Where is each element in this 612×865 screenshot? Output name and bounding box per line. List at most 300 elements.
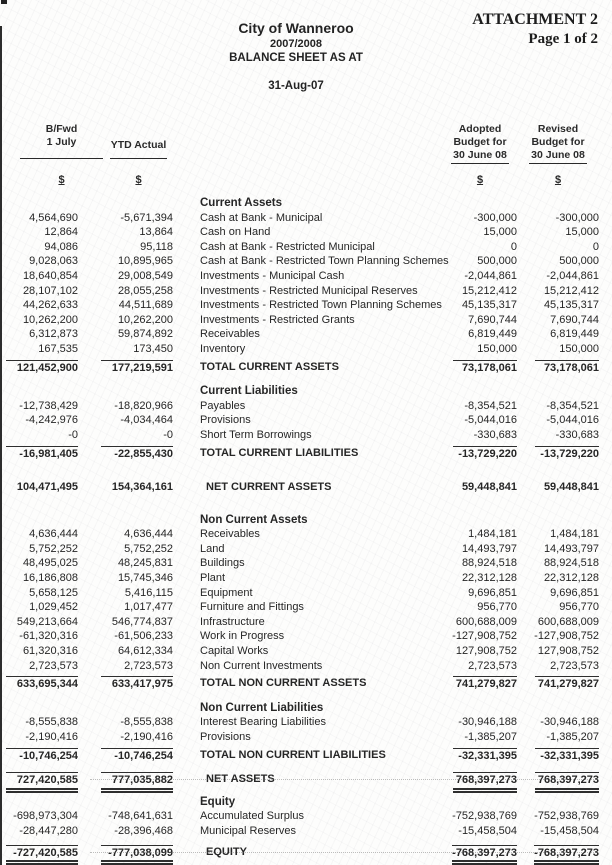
cell-value: Current Liabilities (200, 385, 298, 398)
cell-value: -127,908,752 (452, 630, 517, 643)
cell-revised-budget (520, 327, 600, 342)
cell-value: 59,448,841 (461, 481, 517, 494)
cell-ytd-actual (88, 600, 173, 615)
cell-revised-budget (520, 715, 600, 730)
cell-ytd-actual (88, 384, 173, 399)
cell-ytd-actual (88, 556, 173, 571)
cell-description (173, 644, 440, 659)
cell-value: -18,820,966 (114, 399, 173, 412)
table-row (0, 795, 612, 810)
table-row (0, 360, 612, 375)
cell-value: -2,044,861 (464, 269, 517, 282)
cell-adopted-budget (440, 527, 520, 542)
cell-ytd-actual (88, 413, 173, 428)
cell-value: 15,212,412 (461, 284, 517, 297)
cell-description (173, 527, 440, 542)
cell-value: NET CURRENT ASSETS (206, 481, 332, 494)
cell-adopted-budget (440, 571, 520, 586)
cell-bfwd-1july (0, 644, 88, 659)
column-header-revised-budget (518, 123, 598, 164)
table-row (0, 428, 612, 443)
cell-value: 127,908,752 (455, 645, 517, 658)
table-row (0, 715, 612, 730)
table-row (0, 824, 612, 839)
cell-value: 127,908,752 (537, 645, 599, 658)
cell-value: -752,938,769 (452, 810, 517, 823)
cell-description (173, 600, 440, 615)
cell-description (173, 659, 440, 674)
cell-value: -2,044,861 (546, 269, 599, 282)
cell-description (173, 730, 440, 745)
cell-value: -748,641,631 (108, 810, 173, 823)
cell-revised-budget (520, 772, 600, 793)
cell-value: 1,017,477 (124, 601, 173, 614)
currency-symbol-revised: $ (554, 174, 562, 186)
cell-value: Buildings (200, 557, 245, 570)
cell-value: -330,683 (555, 428, 599, 441)
section-current-liabilities (0, 384, 612, 460)
cell-value: TOTAL NON CURRENT LIABILITIES (200, 748, 386, 761)
cell-value: 0 (592, 240, 599, 253)
cell-description (173, 676, 440, 692)
cell-value: -768,397,273 (452, 845, 517, 865)
cell-value: 121,452,900 (6, 360, 78, 376)
cell-description (173, 513, 440, 528)
cell-bfwd-1july (0, 730, 88, 745)
report-title: BALANCE SHEET AS AT (229, 52, 363, 64)
cell-value: 44,511,689 (118, 299, 173, 312)
cell-value: -10,746,254 (6, 748, 78, 764)
scan-artifact-corner (1, 0, 7, 4)
cell-bfwd-1july (0, 748, 88, 764)
cell-value: 15,212,412 (543, 284, 599, 297)
cell-value: 546,774,837 (111, 615, 173, 628)
cell-value: Accumulated Surplus (200, 810, 304, 823)
cell-value: 22,312,128 (461, 572, 517, 585)
cell-value: Equipment (200, 586, 253, 599)
cell-ytd-actual (88, 284, 173, 299)
currency-symbol-ytd: $ (135, 174, 142, 186)
cell-bfwd-1july (0, 586, 88, 601)
table-row (0, 225, 612, 240)
cell-adopted-budget (440, 399, 520, 414)
cell-adopted-budget (440, 298, 520, 313)
cell-value: 9,028,063 (29, 255, 78, 268)
cell-adopted-budget (440, 772, 520, 793)
cell-bfwd-1july (0, 513, 88, 528)
table-row (0, 298, 612, 313)
cell-revised-budget (520, 342, 600, 357)
column-header-bfwd-line2: 1 July (46, 136, 77, 148)
cell-value: 45,135,317 (461, 299, 517, 312)
cell-value: 22,312,128 (543, 572, 599, 585)
cell-revised-budget (520, 748, 600, 764)
cell-value: -22,855,430 (101, 446, 173, 462)
cell-bfwd-1july (0, 480, 88, 495)
cell-bfwd-1july (0, 284, 88, 299)
cell-value: 14,493,797 (461, 542, 517, 555)
table-row (0, 629, 612, 644)
cell-value: 956,770 (477, 601, 517, 614)
cell-ytd-actual (88, 513, 173, 528)
cell-bfwd-1july (0, 211, 88, 226)
cell-value: -61,506,233 (114, 630, 173, 643)
table-row (0, 586, 612, 601)
column-header-bfwd-line1: B/Fwd (45, 123, 78, 135)
table-row (0, 676, 612, 691)
cell-ytd-actual (88, 629, 173, 644)
cell-description (173, 845, 440, 865)
table-row (0, 527, 612, 542)
cell-description (173, 480, 440, 495)
cell-description (173, 413, 440, 428)
table-row (0, 240, 612, 255)
cell-bfwd-1july (0, 254, 88, 269)
cell-bfwd-1july (0, 360, 88, 376)
cell-adopted-budget (440, 676, 520, 692)
cell-value: Capital Works (200, 645, 269, 658)
cell-value: 28,055,258 (117, 284, 173, 297)
cell-value: 48,245,831 (117, 557, 173, 570)
table-row (0, 446, 612, 461)
cell-value: 167,535 (38, 342, 78, 355)
cell-ytd-actual (88, 615, 173, 630)
cell-value: 4,636,444 (124, 528, 173, 541)
cell-ytd-actual (88, 748, 173, 764)
cell-value: 7,690,744 (550, 313, 599, 326)
cell-description (173, 748, 440, 764)
table-row (0, 644, 612, 659)
cell-value: 45,135,317 (543, 299, 599, 312)
cell-bfwd-1july (0, 446, 88, 462)
cell-value: 1,484,181 (550, 528, 599, 541)
cell-value: Inventory (200, 342, 246, 355)
cell-ytd-actual (88, 659, 173, 674)
cell-value: -2,190,416 (25, 731, 78, 743)
cell-adopted-budget (440, 413, 520, 428)
table-row (0, 730, 612, 745)
cell-value: 10,262,200 (117, 313, 173, 326)
cell-description (173, 284, 440, 299)
cell-description (173, 795, 440, 810)
cell-adopted-budget (440, 586, 520, 601)
cell-adopted-budget (440, 446, 520, 462)
cell-adopted-budget (440, 225, 520, 240)
cell-value: -5,044,016 (464, 414, 517, 427)
cell-value: Plant (200, 572, 226, 585)
cell-value: 94,086 (44, 240, 78, 253)
cell-adopted-budget (440, 384, 520, 399)
table-row (0, 313, 612, 328)
cell-ytd-actual (88, 809, 173, 824)
cell-revised-budget (520, 413, 600, 428)
cell-value: -61,320,316 (19, 630, 78, 643)
column-rule-ytd (110, 158, 167, 159)
cell-value: TOTAL NON CURRENT ASSETS (200, 677, 367, 690)
cell-description (173, 360, 440, 376)
cell-ytd-actual (88, 644, 173, 659)
cell-adopted-budget (440, 327, 520, 342)
cell-value: Payables (200, 399, 246, 412)
cell-value: 5,752,252 (124, 542, 173, 555)
cell-bfwd-1july (0, 795, 88, 810)
cell-value: 12,864 (44, 226, 78, 239)
cell-value: 777,035,882 (101, 772, 173, 793)
cell-ytd-actual (88, 772, 173, 793)
cell-adopted-budget (440, 556, 520, 571)
cell-revised-budget (520, 542, 600, 557)
cell-revised-budget (520, 644, 600, 659)
cell-value: 1,029,452 (29, 601, 78, 614)
cell-ytd-actual (88, 327, 173, 342)
cell-value: Investments - Restricted Town Planning Schemes (200, 299, 442, 312)
cell-bfwd-1july (0, 845, 88, 865)
cell-value: Non Current Assets (200, 513, 308, 526)
cell-description (173, 715, 440, 730)
cell-adopted-budget (440, 513, 520, 528)
cell-value: Receivables (200, 528, 260, 541)
cell-value: -16,981,405 (6, 446, 78, 462)
cell-value: -15,458,504 (458, 824, 517, 837)
table-row (0, 480, 612, 495)
cell-adopted-budget (440, 715, 520, 730)
cell-value: TOTAL CURRENT LIABILITIES (200, 446, 359, 459)
cell-description (173, 629, 440, 644)
cell-value: Receivables (200, 328, 260, 341)
cell-ytd-actual (88, 542, 173, 557)
cell-ytd-actual (88, 399, 173, 414)
cell-value: Land (200, 542, 225, 555)
cell-ytd-actual (88, 254, 173, 269)
cell-adopted-budget (440, 629, 520, 644)
cell-description (173, 240, 440, 255)
cell-revised-budget (520, 845, 600, 865)
cell-value: -32,331,395 (453, 748, 517, 764)
cell-value: -10,746,254 (101, 748, 173, 764)
cell-value: -13,729,220 (535, 446, 599, 462)
cell-value: 73,178,061 (535, 360, 599, 376)
cell-value: 15,000 (565, 226, 599, 239)
organisation-name: City of Wanneroo (238, 20, 354, 36)
cell-revised-budget (520, 225, 600, 240)
cell-value: 4,564,690 (29, 211, 78, 224)
cell-value: 768,397,273 (535, 772, 599, 793)
cell-description (173, 298, 440, 313)
cell-value: 173,450 (133, 342, 173, 355)
column-header-revised-line1: Revised (537, 123, 579, 135)
cell-value: 2,723,573 (468, 659, 517, 672)
currency-symbol-adopted: $ (476, 174, 484, 186)
cell-revised-budget (520, 824, 600, 839)
cell-revised-budget (520, 527, 600, 542)
cell-adopted-budget (440, 480, 520, 495)
cell-value: -13,729,220 (453, 446, 517, 462)
financial-year: 2007/2008 (270, 38, 322, 50)
cell-revised-budget (520, 428, 600, 443)
cell-value: 2,723,573 (550, 659, 599, 672)
cell-value: 104,471,495 (16, 481, 78, 494)
column-header-adopted-budget (440, 123, 520, 164)
cell-description (173, 615, 440, 630)
cell-bfwd-1july (0, 701, 88, 716)
cell-value: 18,640,854 (22, 269, 78, 282)
cell-adopted-budget (440, 360, 520, 376)
cell-bfwd-1july (0, 327, 88, 342)
cell-revised-budget (520, 701, 600, 716)
cell-value: -8,354,521 (464, 399, 517, 412)
cell-value: 9,696,851 (468, 586, 517, 599)
cell-description (173, 211, 440, 226)
cell-ytd-actual (88, 225, 173, 240)
cell-value: -0 (163, 428, 173, 441)
cell-ytd-actual (88, 360, 173, 376)
cell-ytd-actual (88, 824, 173, 839)
cell-revised-budget (520, 298, 600, 313)
cell-adopted-budget (440, 845, 520, 865)
table-row (0, 269, 612, 284)
cell-value: -28,447,280 (19, 824, 78, 837)
cell-value: 4,636,444 (29, 528, 78, 541)
cell-value: 5,416,115 (124, 586, 173, 599)
table-row (0, 254, 612, 269)
cell-description (173, 809, 440, 824)
cell-value: 10,895,965 (117, 255, 173, 268)
cell-value: -768,397,273 (534, 845, 599, 865)
table-row (0, 600, 612, 615)
table-row (0, 845, 612, 860)
cell-value: 64,612,334 (117, 645, 173, 658)
cell-value: -4,242,976 (25, 414, 78, 427)
cell-bfwd-1july (0, 772, 88, 793)
cell-value: Investments - Restricted Grants (200, 313, 355, 326)
section-non-current-assets (0, 513, 612, 691)
cell-value: Infrastructure (200, 615, 265, 628)
cell-bfwd-1july (0, 298, 88, 313)
cell-value: -4,034,464 (120, 414, 173, 427)
column-header-ytd-actual: YTD Actual (110, 139, 167, 151)
cell-value: 9,696,851 (550, 586, 599, 599)
cell-value: -28,396,468 (114, 824, 173, 837)
cell-value: 29,008,549 (117, 269, 173, 282)
cell-ytd-actual (88, 571, 173, 586)
cell-bfwd-1july (0, 571, 88, 586)
cell-adopted-budget (440, 240, 520, 255)
section-net-assets (0, 772, 612, 787)
cell-value: 549,213,664 (16, 615, 78, 628)
cell-value: Investments - Restricted Municipal Reserves (200, 284, 418, 297)
section-non-current-liabilities (0, 701, 612, 762)
cell-value: 6,819,449 (550, 328, 599, 341)
cell-value: 88,924,518 (461, 557, 517, 570)
cell-adopted-budget (440, 254, 520, 269)
cell-value: 5,752,252 (29, 542, 78, 555)
cell-value: 59,448,841 (543, 481, 599, 494)
cell-value: -698,973,304 (13, 810, 78, 823)
cell-value: 768,397,273 (453, 772, 517, 793)
cell-bfwd-1july (0, 824, 88, 839)
cell-adopted-budget (440, 659, 520, 674)
cell-value: -15,458,504 (540, 824, 599, 837)
cell-ytd-actual (88, 298, 173, 313)
cell-description (173, 772, 440, 793)
table-row (0, 399, 612, 414)
cell-revised-budget (520, 730, 600, 745)
table-row (0, 284, 612, 299)
cell-value: Municipal Reserves (200, 824, 296, 837)
cell-value: -727,420,585 (6, 845, 78, 865)
cell-value: 59,874,892 (117, 328, 173, 341)
cell-value: 500,000 (477, 255, 517, 268)
cell-revised-budget (520, 196, 600, 211)
cell-adopted-budget (440, 313, 520, 328)
cell-revised-budget (520, 284, 600, 299)
cell-revised-budget (520, 480, 600, 495)
report-date: 31-Aug-07 (268, 80, 324, 92)
cell-adopted-budget (440, 196, 520, 211)
cell-value: Interest Bearing Liabilities (200, 716, 326, 729)
cell-ytd-actual (88, 795, 173, 810)
cell-adopted-budget (440, 748, 520, 764)
cell-value: Current Assets (200, 197, 283, 209)
cell-adopted-budget (440, 701, 520, 716)
cell-adopted-budget (440, 284, 520, 299)
table-row (0, 196, 612, 211)
cell-value: 2,723,573 (124, 659, 173, 672)
cell-value: Provisions (200, 731, 251, 743)
cell-bfwd-1july (0, 659, 88, 674)
cell-value: -777,038,099 (101, 845, 173, 865)
cell-value: 73,178,061 (453, 360, 517, 376)
column-header-revised-line3: 30 June 08 (518, 149, 598, 164)
cell-value: 7,690,744 (468, 313, 517, 326)
cell-ytd-actual (88, 269, 173, 284)
cell-description (173, 446, 440, 462)
cell-value: Provisions (200, 414, 251, 427)
cell-revised-budget (520, 795, 600, 810)
cell-value: 727,420,585 (6, 772, 78, 793)
cell-ytd-actual (88, 313, 173, 328)
cell-value: -8,555,838 (25, 716, 78, 729)
cell-value: Work in Progress (200, 630, 285, 643)
cell-adopted-budget (440, 211, 520, 226)
cell-description (173, 701, 440, 716)
cell-value: Non Current Liabilities (200, 701, 324, 714)
cell-value: 633,695,344 (6, 676, 78, 692)
cell-description (173, 327, 440, 342)
cell-value: 10,262,200 (22, 313, 78, 326)
cell-bfwd-1july (0, 676, 88, 692)
cell-bfwd-1july (0, 399, 88, 414)
cell-value: -5,044,016 (546, 414, 599, 427)
cell-description (173, 428, 440, 443)
cell-revised-budget (520, 600, 600, 615)
column-rule-bfwd (20, 158, 103, 159)
cell-bfwd-1july (0, 527, 88, 542)
cell-value: -30,946,188 (458, 716, 517, 729)
cell-value: 5,658,125 (29, 586, 78, 599)
cell-description (173, 196, 440, 211)
cell-value: 95,118 (140, 240, 173, 253)
cell-value: -752,938,769 (534, 810, 599, 823)
cell-description (173, 269, 440, 284)
cell-adopted-budget (440, 824, 520, 839)
cell-value: Non Current Investments (200, 659, 323, 672)
cell-value: -5,671,394 (120, 211, 173, 224)
cell-value: 956,770 (559, 601, 599, 614)
cell-adopted-budget (440, 730, 520, 745)
cell-value: -300,000 (555, 211, 599, 224)
cell-value: Short Term Borrowings (200, 428, 312, 441)
